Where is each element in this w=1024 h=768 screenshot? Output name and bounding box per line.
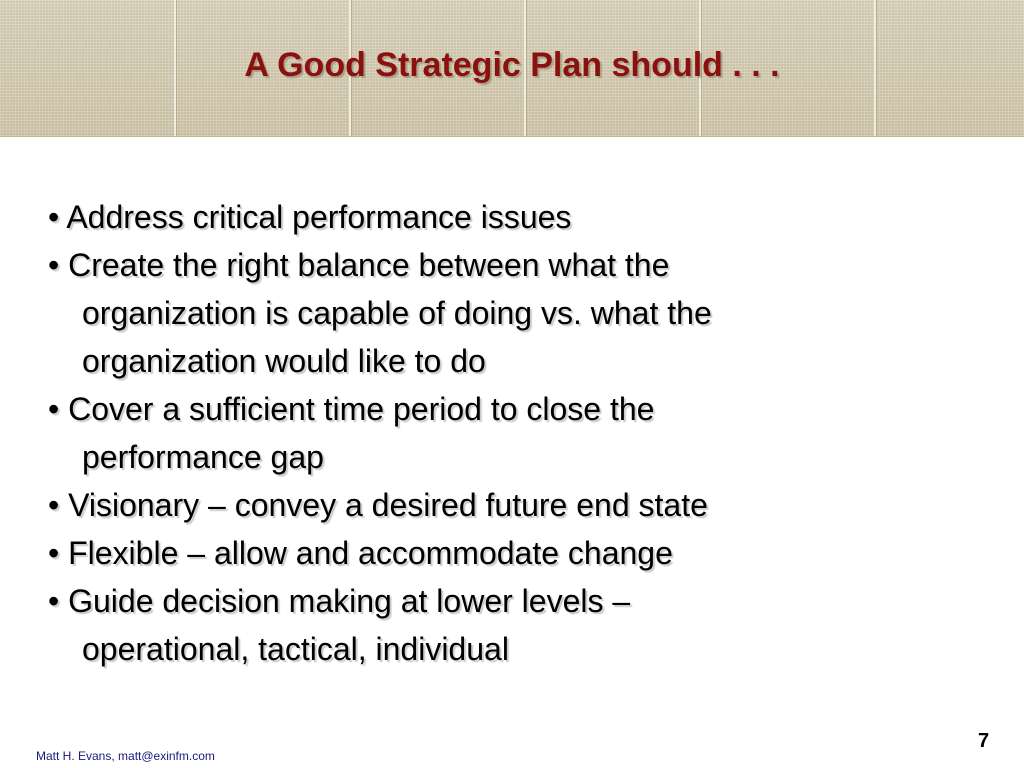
bullet-line: • Guide decision making at lower levels – — [48, 583, 631, 619]
bullet-item — [48, 529, 1008, 577]
bullet-line: • Address critical performance issues — [48, 199, 572, 235]
bullet-continuation-line: organization would like to do — [82, 343, 486, 379]
bullet-item — [48, 385, 1008, 481]
bullet-line: • Visionary – convey a desired future end state — [48, 487, 708, 523]
slide-title: A Good Strategic Plan should . . . — [244, 46, 780, 84]
bullet-line: • Flexible – allow and accommodate change — [48, 535, 673, 571]
bullet-item — [48, 241, 1008, 385]
bullet-continuation-line: organization is capable of doing vs. what the — [82, 295, 712, 331]
bullet-item — [48, 481, 1008, 529]
footer-author: Matt H. Evans, matt@exinfm.com — [36, 749, 215, 763]
bullet-item — [48, 193, 1008, 241]
bullet-line: • Create the right balance between what the — [48, 247, 670, 283]
bullet-item — [48, 577, 1008, 673]
bullet-line: • Cover a sufficient time period to close the — [48, 391, 655, 427]
page-number: 7 — [978, 730, 990, 752]
bullet-continuation-line: performance gap — [82, 439, 324, 475]
bullet-list — [48, 193, 1008, 673]
bullet-continuation-line: operational, tactical, individual — [82, 631, 509, 667]
